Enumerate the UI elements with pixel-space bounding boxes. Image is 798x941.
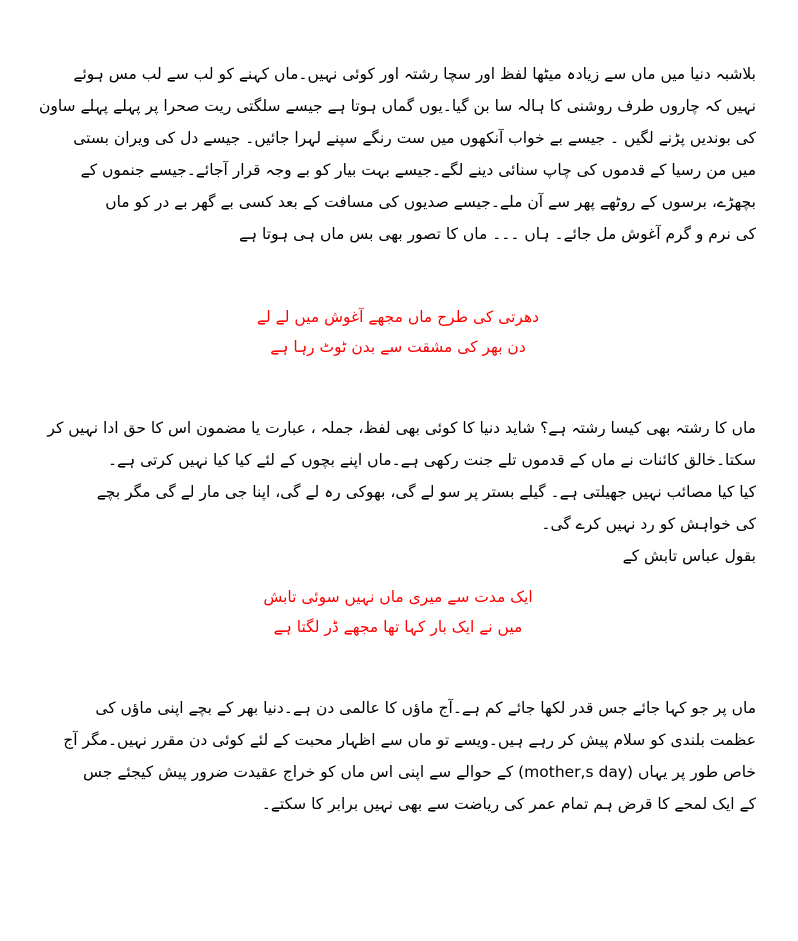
text-line: بلاشبہ دنیا میں ماں سے زیادہ میٹھا لفظ اور سچا رشتہ اور کوئی نہیں۔ماں کہنے کو لب سے لب مس ہوئے bbox=[73, 65, 756, 83]
verse-line: دن بھر کی مشقت سے بدن ٹوٹ رہا ہے bbox=[270, 338, 526, 356]
text-line: ماں کا رشتہ بھی کیسا رشتہ ہے؟ شاید دنیا کا کوئی بھی لفظ، جملہ ، عبارت یا مضمون اس کا حق ادا نہیں کر bbox=[47, 419, 756, 437]
text-line: کی نرم و گرم آغوش مل جائے۔ ہاں ۔۔۔ ماں کا تصور بھی بس ماں ہی ہوتا ہے bbox=[238, 225, 756, 243]
text-line: بچھڑے، برسوں کے روٹھے پھر سے آن ملے۔جیسے صدیوں کی مسافت کے بعد کسی بے گھر بے در کو ماں bbox=[105, 193, 756, 211]
text-line: سکتا۔خالق کائنات نے ماں کے قدموں تلے جنت رکھی ہے۔ماں اپنے بچوں کے لئے کیا کیا نہیں کرتی ہے۔ bbox=[107, 451, 756, 469]
text-line: ماں پر جو کہا جائے جس قدر لکھا جائے کم ہے۔آج ماؤں کا عالمی دن ہے۔دنیا بھر کے بچے اپنی ماؤں کی bbox=[95, 699, 756, 717]
text-line: کی خواہش کو رد نہیں کرے گی۔ bbox=[541, 515, 756, 533]
text-line: کی بوندیں پڑنے لگیں ۔ جیسے بے خواب آنکھوں میں ست رنگے سپنے لہرا جائیں۔ جیسے دل کی ویران بستی bbox=[73, 129, 756, 147]
quote-attribution: بقول عباس تابش کے bbox=[622, 547, 756, 565]
text-line: عظمت بلندی کو سلام پیش کر رہے ہیں۔ویسے تو ماں سے اظہار محبت کے لئے کوئی دن مقرر نہیں۔مگر آج bbox=[63, 731, 756, 749]
verse-line: ایک مدت سے میری ماں نہیں سوئی تابش bbox=[263, 588, 533, 606]
text-line: کے ایک لمحے کا قرض ہم تمام عمر کی ریاضت سے بھی نہیں برابر کا سکتے۔ bbox=[261, 795, 756, 813]
paragraph-mother-relation bbox=[40, 412, 756, 540]
text-line: خاص طور پر یہاں (mother,s day) کے حوالے سے اپنی اس ماں کو خراج عقیدت ضرور پیش کیجئے جس bbox=[83, 763, 756, 781]
article-body bbox=[40, 58, 756, 820]
couplet-first bbox=[40, 302, 756, 362]
text-line: میں من رسیا کے قدموں کی چاپ سنائی دینے لگے۔جیسے بہت بیار کو بے وجہ قرار آجائے۔جیسے جنموں کے bbox=[80, 161, 756, 179]
couplet-second bbox=[40, 582, 756, 642]
text-line: نہیں کہ چاروں طرف روشنی کا ہالہ سا بن گیا۔یوں گماں ہوتا ہے جیسے سلگتی ریت صحرا پر پہلے پہلے ساون bbox=[38, 97, 756, 115]
paragraph-mothers-day bbox=[40, 692, 756, 820]
text-line: کیا کیا مصائب نہیں جھیلتی ہے۔ گیلے بستر پر سو لے گی، بھوکی رہ لے گی، اپنا جی مار لے گی مگر بچے bbox=[96, 483, 756, 501]
paragraph-intro bbox=[40, 58, 756, 250]
verse-line: دھرتی کی طرح ماں مجھے آغوش میں لے لے bbox=[256, 308, 540, 326]
verse-line: میں نے ایک بار کہا تھا مجھے ڈر لگتا ہے bbox=[273, 618, 523, 636]
